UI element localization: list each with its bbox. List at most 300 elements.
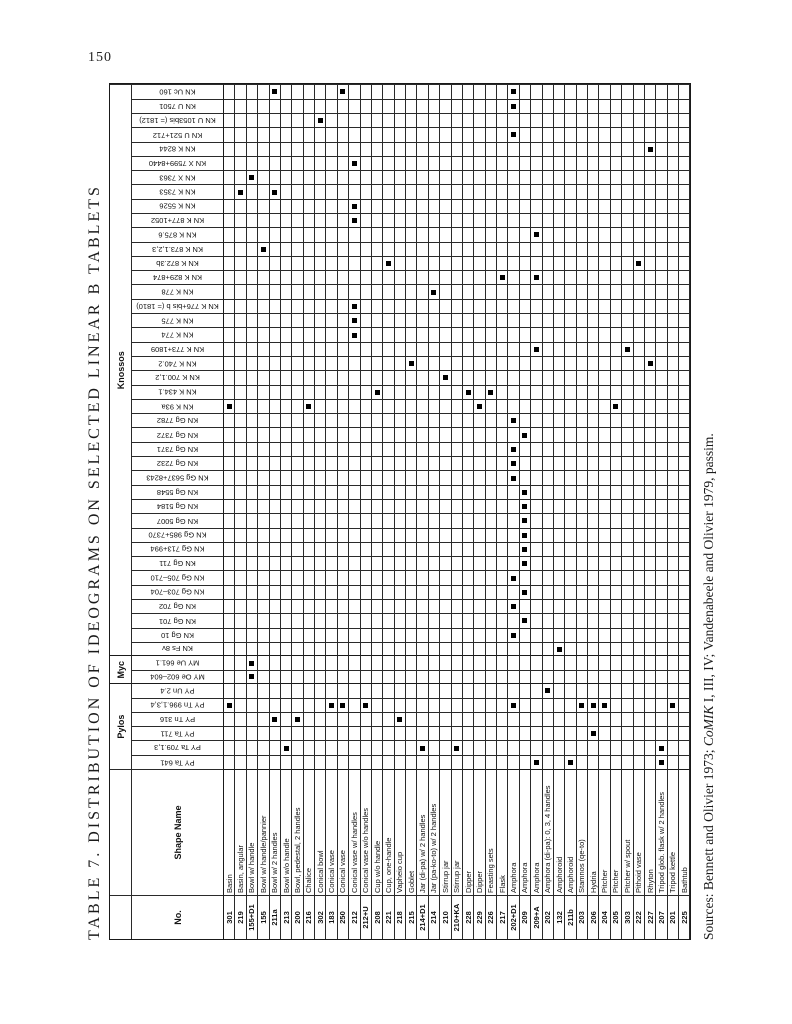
mark-cell (224, 199, 235, 213)
mark-cell (656, 585, 667, 599)
shape-row (599, 84, 610, 939)
mark-cell (281, 712, 292, 726)
presence-square-icon (409, 361, 414, 366)
shape-no-cell: 212 (349, 895, 360, 939)
mark-cell (235, 313, 246, 327)
mark-cell (383, 470, 394, 484)
mark-cell (554, 256, 565, 270)
mark-cell (497, 670, 508, 684)
mark-cell (679, 670, 690, 684)
mark-cell (656, 213, 667, 227)
mark-cell (429, 726, 440, 740)
mark-cell (508, 285, 519, 299)
presence-square-icon (511, 132, 516, 137)
presence-square-icon (579, 703, 584, 708)
shape-name-cell: Bowl w/ 2 handles (270, 769, 281, 895)
mark-cell (668, 313, 679, 327)
mark-cell (531, 413, 542, 427)
mark-cell (611, 156, 622, 170)
shape-no-cell: 209 (520, 895, 531, 939)
mark-cell (417, 127, 428, 141)
mark-cell (463, 740, 474, 754)
mark-cell (247, 370, 258, 384)
mark-cell (395, 613, 406, 627)
mark-cell (383, 256, 394, 270)
mark-cell (315, 542, 326, 556)
mark-cell (452, 385, 463, 399)
mark-cell (270, 427, 281, 441)
mark-cell (656, 556, 667, 570)
mark-cell (508, 170, 519, 184)
mark-cell (577, 270, 588, 284)
mark-cell (531, 399, 542, 413)
mark-cell (326, 285, 337, 299)
shape-row (247, 84, 258, 939)
mark-cell (497, 613, 508, 627)
shape-name-cell: Tripod glob. flask w/ 2 handles (656, 769, 667, 895)
mark-cell (440, 370, 451, 384)
mark-cell (554, 499, 565, 513)
mark-cell (315, 613, 326, 627)
mark-cell (292, 570, 303, 584)
mark-cell (668, 385, 679, 399)
mark-cell (270, 712, 281, 726)
mark-cell (372, 712, 383, 726)
mark-cell (281, 456, 292, 470)
mark-cell (543, 712, 554, 726)
mark-cell (361, 513, 372, 527)
mark-cell (429, 570, 440, 584)
mark-cell (543, 313, 554, 327)
mark-cell (565, 342, 576, 356)
mark-cell (224, 499, 235, 513)
mark-cell (247, 499, 258, 513)
mark-cell (383, 698, 394, 712)
mark-cell (486, 712, 497, 726)
mark-cell (235, 470, 246, 484)
mark-cell (656, 698, 667, 712)
mark-cell (679, 599, 690, 613)
mark-cell (668, 227, 679, 241)
mark-cell (543, 683, 554, 697)
mark-cell (463, 399, 474, 413)
mark-cell (656, 270, 667, 284)
mark-cell (577, 599, 588, 613)
mark-cell (361, 613, 372, 627)
mark-cell (235, 370, 246, 384)
mark-cell (588, 256, 599, 270)
mark-cell (281, 170, 292, 184)
mark-cell (452, 113, 463, 127)
mark-cell (611, 399, 622, 413)
mark-cell (429, 184, 440, 198)
mark-cell (508, 113, 519, 127)
mark-cell (577, 655, 588, 669)
mark-cell (486, 470, 497, 484)
mark-cell (383, 270, 394, 284)
mark-cell (679, 613, 690, 627)
mark-cell (599, 456, 610, 470)
mark-cell (668, 242, 679, 256)
mark-cell (543, 642, 554, 656)
mark-cell (599, 513, 610, 527)
mark-cell (315, 170, 326, 184)
mark-cell (486, 227, 497, 241)
mark-cell (338, 242, 349, 256)
mark-cell (429, 712, 440, 726)
mark-cell (429, 299, 440, 313)
mark-cell (520, 683, 531, 697)
mark-cell (395, 585, 406, 599)
mark-cell (463, 327, 474, 341)
mark-cell (531, 142, 542, 156)
mark-cell (656, 370, 667, 384)
mark-cell (224, 740, 235, 754)
mark-cell (292, 698, 303, 712)
shape-no-cell: 204 (599, 895, 610, 939)
shape-name-cell: Feasting sets (486, 769, 497, 895)
mark-cell (326, 370, 337, 384)
mark-cell (224, 413, 235, 427)
mark-cell (224, 427, 235, 441)
shape-row (508, 84, 519, 939)
mark-cell (554, 513, 565, 527)
presence-square-icon (261, 247, 266, 252)
mark-cell (599, 270, 610, 284)
mark-cell (270, 370, 281, 384)
mark-cell (326, 399, 337, 413)
mark-cell (349, 313, 360, 327)
mark-cell (406, 613, 417, 627)
mark-cell (520, 184, 531, 198)
mark-cell (554, 542, 565, 556)
mark-cell (224, 613, 235, 627)
mark-cell (520, 599, 531, 613)
mark-cell (235, 542, 246, 556)
mark-cell (577, 313, 588, 327)
mark-cell (622, 113, 633, 127)
mark-cell (247, 156, 258, 170)
mark-cell (463, 199, 474, 213)
mark-cell (429, 456, 440, 470)
mark-cell (508, 585, 519, 599)
mark-cell (383, 413, 394, 427)
shape-no-cell: 201 (668, 895, 679, 939)
mark-cell (588, 227, 599, 241)
mark-cell (554, 740, 565, 754)
mark-cell (622, 585, 633, 599)
mark-cell (406, 327, 417, 341)
mark-cell (599, 712, 610, 726)
mark-cell (668, 427, 679, 441)
mark-cell (406, 285, 417, 299)
tablet-label: KN Gg 5007 (156, 516, 199, 526)
shape-row (611, 84, 622, 939)
presence-square-icon (249, 175, 254, 180)
mark-cell (338, 513, 349, 527)
shape-name-cell: Bowl, pedestal, 2 handles (292, 769, 303, 895)
mark-cell (508, 670, 519, 684)
mark-cell (224, 370, 235, 384)
mark-cell (497, 528, 508, 542)
mark-cell (520, 170, 531, 184)
mark-cell (304, 755, 315, 769)
mark-cell (486, 299, 497, 313)
mark-cell (668, 184, 679, 198)
mark-cell (326, 299, 337, 313)
mark-cell (395, 456, 406, 470)
mark-cell (622, 712, 633, 726)
mark-cell (372, 698, 383, 712)
mark-cell (372, 199, 383, 213)
mark-cell (440, 342, 451, 356)
tablet-label: KN K 7353 (159, 187, 196, 197)
tablet-label: MY Ue 661.1 (155, 658, 200, 668)
mark-cell (235, 256, 246, 270)
tablet-label: KN K 778 (161, 287, 194, 297)
mark-cell (588, 170, 599, 184)
mark-cell (281, 227, 292, 241)
shape-name-cell: Bowl w/ handle/pannier (258, 769, 269, 895)
mark-cell (338, 127, 349, 141)
mark-cell (679, 313, 690, 327)
mark-cell (247, 655, 258, 669)
mark-cell (247, 313, 258, 327)
mark-cell (315, 399, 326, 413)
mark-cell (474, 142, 485, 156)
mark-cell (292, 84, 303, 98)
tablet-label: KN Gg 985+7370 (148, 530, 207, 540)
mark-cell (361, 313, 372, 327)
mark-cell (304, 570, 315, 584)
mark-cell (417, 299, 428, 313)
tablet-label: KN Gg 701 (158, 616, 197, 626)
mark-cell (588, 327, 599, 341)
presence-square-icon (568, 760, 573, 765)
mark-cell (247, 542, 258, 556)
tablet-column-header (132, 399, 224, 413)
mark-cell (372, 670, 383, 684)
mark-cell (599, 356, 610, 370)
mark-cell (577, 698, 588, 712)
mark-cell (645, 726, 656, 740)
mark-cell (508, 570, 519, 584)
tablet-column-header (132, 683, 224, 697)
presence-square-icon (340, 90, 345, 95)
mark-cell (611, 213, 622, 227)
mark-cell (304, 84, 315, 98)
mark-cell (611, 184, 622, 198)
presence-square-icon (295, 717, 300, 722)
mark-cell (599, 256, 610, 270)
tablet-label: KN X 7599+8440 (148, 158, 207, 168)
mark-cell (429, 585, 440, 599)
mark-cell (634, 370, 645, 384)
mark-cell (258, 642, 269, 656)
mark-cell (531, 712, 542, 726)
shape-row (668, 84, 679, 939)
mark-cell (383, 127, 394, 141)
mark-cell (258, 755, 269, 769)
mark-cell (406, 242, 417, 256)
mark-cell (429, 413, 440, 427)
mark-cell (679, 442, 690, 456)
mark-cell (565, 142, 576, 156)
mark-cell (463, 528, 474, 542)
mark-cell (247, 113, 258, 127)
mark-cell (452, 613, 463, 627)
mark-cell (372, 726, 383, 740)
mark-cell (497, 427, 508, 441)
mark-cell (315, 712, 326, 726)
mark-cell (520, 227, 531, 241)
mark-cell (486, 556, 497, 570)
shape-row (577, 84, 588, 939)
presence-square-icon (511, 703, 516, 708)
tablet-label: KN K 829+874 (153, 273, 202, 283)
mark-cell (349, 670, 360, 684)
mark-cell (611, 712, 622, 726)
mark-cell (554, 184, 565, 198)
shape-no-cell: 225 (679, 895, 690, 939)
mark-cell (417, 456, 428, 470)
mark-cell (395, 528, 406, 542)
mark-cell (668, 670, 679, 684)
mark-cell (531, 385, 542, 399)
mark-cell (417, 740, 428, 754)
mark-cell (577, 456, 588, 470)
mark-cell (599, 199, 610, 213)
mark-cell (224, 726, 235, 740)
mark-cell (508, 184, 519, 198)
mark-cell (270, 156, 281, 170)
mark-cell (577, 556, 588, 570)
mark-cell (361, 413, 372, 427)
mark-cell (292, 270, 303, 284)
mark-cell (429, 556, 440, 570)
mark-cell (656, 356, 667, 370)
presence-square-icon (522, 590, 527, 595)
mark-cell (452, 528, 463, 542)
mark-cell (372, 585, 383, 599)
mark-cell (508, 385, 519, 399)
mark-cell (326, 327, 337, 341)
mark-cell (304, 184, 315, 198)
mark-cell (292, 184, 303, 198)
tablet-column-header (132, 199, 224, 213)
mark-cell (634, 285, 645, 299)
mark-cell (361, 142, 372, 156)
mark-cell (577, 342, 588, 356)
mark-cell (656, 599, 667, 613)
mark-cell (338, 427, 349, 441)
mark-cell (224, 698, 235, 712)
mark-cell (656, 456, 667, 470)
mark-cell (326, 712, 337, 726)
mark-cell (452, 470, 463, 484)
mark-cell (508, 213, 519, 227)
mark-cell (270, 184, 281, 198)
mark-cell (588, 456, 599, 470)
mark-cell (508, 99, 519, 113)
mark-cell (304, 342, 315, 356)
mark-cell (349, 227, 360, 241)
mark-cell (270, 399, 281, 413)
mark-cell (543, 213, 554, 227)
mark-cell (599, 542, 610, 556)
mark-cell (361, 213, 372, 227)
mark-cell (668, 642, 679, 656)
mark-cell (440, 127, 451, 141)
mark-cell (383, 670, 394, 684)
mark-cell (565, 542, 576, 556)
mark-cell (383, 683, 394, 697)
mark-cell (520, 327, 531, 341)
mark-cell (417, 427, 428, 441)
mark-cell (599, 642, 610, 656)
mark-cell (361, 456, 372, 470)
mark-cell (429, 442, 440, 456)
mark-cell (338, 285, 349, 299)
shape-row (361, 84, 372, 939)
mark-cell (315, 442, 326, 456)
mark-cell (338, 585, 349, 599)
mark-cell (292, 599, 303, 613)
mark-cell (338, 599, 349, 613)
mark-cell (634, 655, 645, 669)
tablet-column-header (132, 499, 224, 513)
mark-cell (531, 585, 542, 599)
mark-cell (270, 170, 281, 184)
mark-cell (429, 513, 440, 527)
group-header-label: Myc (115, 660, 126, 679)
tablet-column-header (132, 599, 224, 613)
shape-name-cell: Stirrup jar (440, 769, 451, 895)
mark-cell (565, 585, 576, 599)
mark-cell (270, 655, 281, 669)
mark-cell (588, 755, 599, 769)
mark-cell (270, 585, 281, 599)
mark-cell (543, 726, 554, 740)
shape-name-cell: Cup, one-handle (383, 769, 394, 895)
mark-cell (258, 513, 269, 527)
mark-cell (235, 698, 246, 712)
tablet-column-header (132, 413, 224, 427)
mark-cell (645, 683, 656, 697)
mark-cell (338, 499, 349, 513)
mark-cell (588, 113, 599, 127)
mark-cell (679, 299, 690, 313)
shape-name-cell: Tripod kettle (668, 769, 679, 895)
mark-cell (395, 84, 406, 98)
mark-cell (292, 642, 303, 656)
mark-cell (247, 585, 258, 599)
mark-cell (326, 499, 337, 513)
mark-cell (474, 683, 485, 697)
mark-cell (611, 170, 622, 184)
tablet-column-header (132, 613, 224, 627)
shape-no-cell: 183 (326, 895, 337, 939)
mark-cell (235, 726, 246, 740)
mark-cell (338, 227, 349, 241)
mark-cell (668, 199, 679, 213)
mark-cell (292, 127, 303, 141)
sources-text-pre: Sources: Bennett and Olivier 1973; (700, 746, 716, 940)
mark-cell (577, 670, 588, 684)
mark-cell (383, 170, 394, 184)
vessel-table (109, 83, 691, 940)
mark-cell (349, 299, 360, 313)
